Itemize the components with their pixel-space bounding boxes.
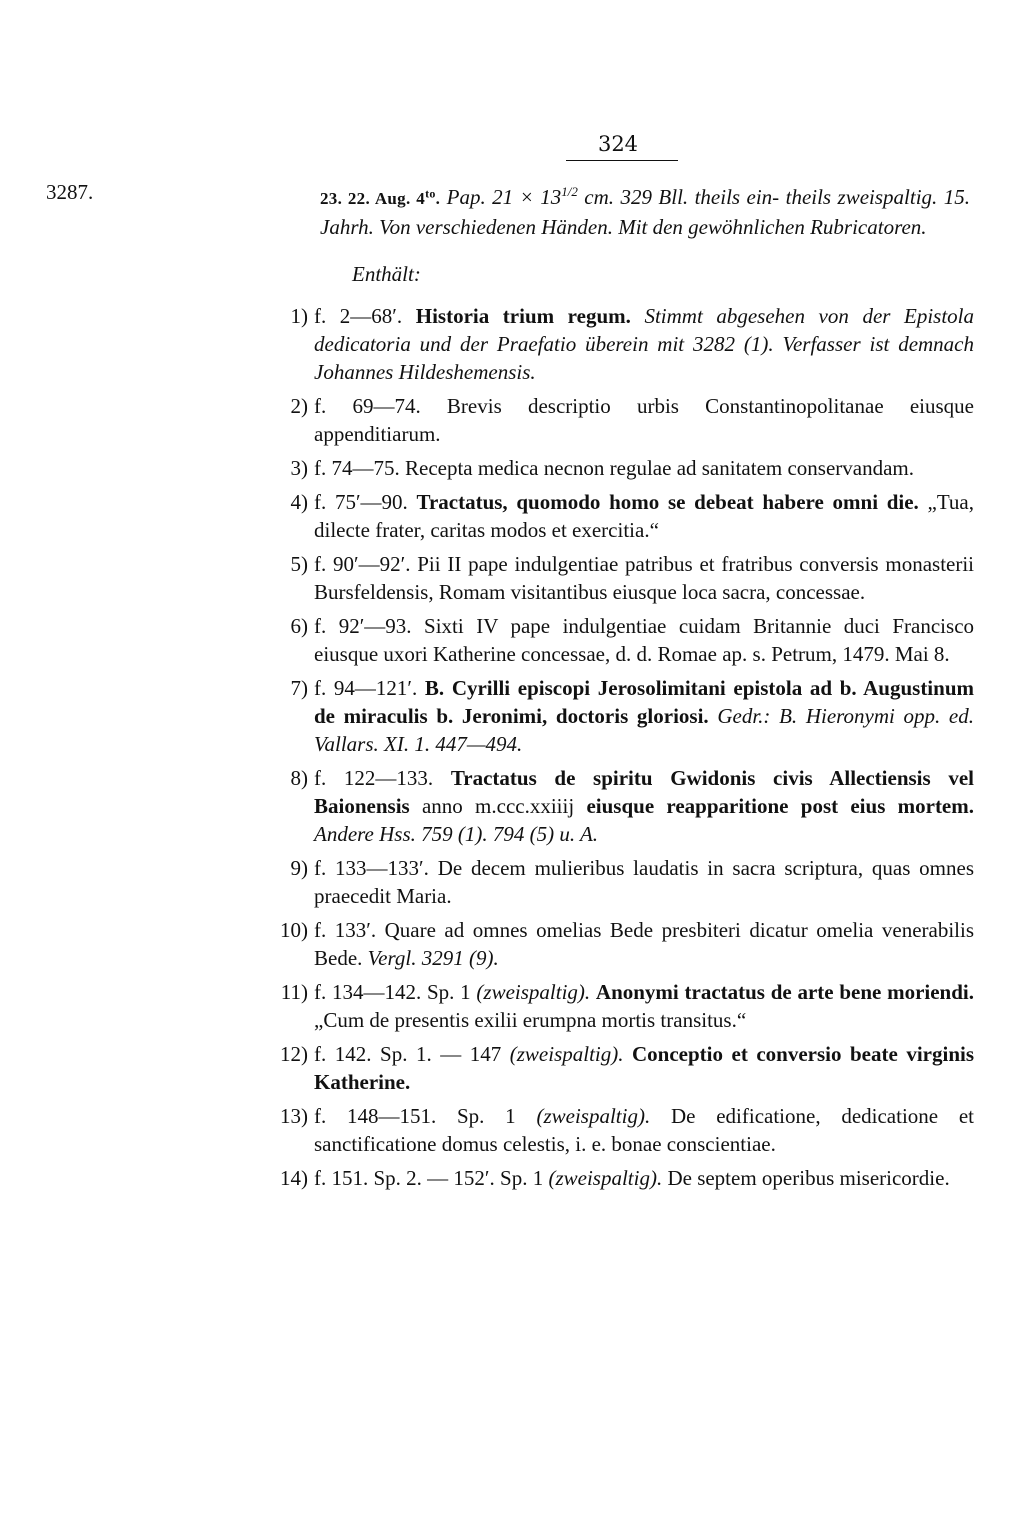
entry-folio: f. 151. Sp. 2. — 152′. Sp. 1 [314, 1166, 544, 1190]
entry-title: Tractatus, quomodo homo se debeat habere omni die. [416, 490, 919, 514]
entry-number: 12) [280, 1042, 308, 1066]
entry-text: Quare ad omnes omelias Bede presbiteri dicatur omelia venerabilis Bede. [314, 918, 974, 970]
content-entry [262, 454, 974, 482]
entry-folio: f. 74—75. [314, 456, 400, 480]
content-entry [262, 674, 974, 758]
content-entry [262, 488, 974, 544]
content-entry [262, 978, 974, 1034]
entry-body [314, 1102, 974, 1158]
entry-folio: f. 69—74. [314, 394, 421, 418]
content-entry [262, 1040, 974, 1096]
entry-folio: f. 122—133. [314, 766, 434, 790]
entry-folio: f. 142. Sp. 1. — 147 [314, 1042, 502, 1066]
entry-folio: f. 134—142. Sp. 1 [314, 980, 471, 1004]
entry-note: Vergl. 3291 (9). [367, 946, 499, 970]
entry-body [314, 392, 974, 448]
entry-note: (zweispaltig). [548, 1166, 663, 1190]
entry-folio: f. 133′. [314, 918, 377, 942]
entry-title: B. Cyrilli episcopi Jerosolimitani epistola ad b. Augustinum de miraculis b. Jeronimi, doctoris gloriosi. [314, 676, 974, 728]
entry-number: 4) [290, 490, 308, 514]
entry-text: De septem operibus misericordie. [667, 1166, 950, 1190]
entry-number: 10) [280, 918, 308, 942]
entry-body [314, 488, 974, 544]
entry-number: 13) [280, 1104, 308, 1128]
entry-note: (zweispaltig). [476, 980, 591, 1004]
entry-folio: f. 2—68′. [314, 304, 403, 328]
content-entry [262, 764, 974, 848]
content-entry [262, 1164, 974, 1192]
entry-note: (zweispaltig). [536, 1104, 651, 1128]
content-entry [262, 392, 974, 448]
content-entry [262, 854, 974, 910]
entry-folio: f. 133—133′. [314, 856, 429, 880]
entry-note: Stimmt abgesehen von der Epistola dedicatoria und der Praefatio überein mit 3282 (1). Verfasser ist demnach Johannes Hildeshemensis. [314, 304, 975, 384]
entry-body [314, 854, 974, 910]
entry-number: 3) [290, 456, 308, 480]
entry-title: Conceptio et conversio beate virginis Katherine. [314, 1042, 975, 1094]
entry-number: 9) [290, 856, 308, 880]
entry-note: Gedr.: B. Hieronymi opp. ed. Vallars. XI. 1. 447—494. [314, 704, 975, 756]
contents-list [262, 302, 974, 1198]
manuscript-number: 3287. [46, 180, 94, 204]
date-format: 23. 22. Aug. $4^{to}$. [320, 186, 441, 208]
entry-text: De edificatione, dedicatione et sanctificatione domus celestis, i. e. bonae conscientiae. [314, 1104, 975, 1156]
manuscript-description [320, 178, 970, 241]
material-size: Pap. $21 \times 13^{1/2}$ cm. 329 Bll. theils ein- theils zweispaltig. 15. Jahrh. Von verschiedenen Händen. Mit den gewöhnlichen Rubricatoren. [320, 184, 970, 239]
entry-folio: f. 148—151. Sp. 1 [314, 1104, 516, 1128]
entry-body [314, 764, 974, 848]
entry-number: 2) [290, 394, 308, 418]
entry-body [314, 550, 974, 606]
entry-number: 14) [280, 1166, 308, 1190]
entry-folio: f. 94—121′. [314, 676, 418, 700]
entry-text: Brevis descriptio urbis Constantinopolitanae eiusque appenditiarum. [314, 394, 975, 446]
entry-title: Tractatus de spiritu Gwidonis civis Allectiensis vel Baionensis [314, 766, 974, 818]
entry-number: 11) [280, 980, 308, 1004]
entry-text: anno m.ccc.xxiiij [421, 794, 575, 818]
entry-body [314, 1164, 974, 1192]
entry-text: „Cum de presentis exilii erumpna mortis transitus.“ [314, 1008, 747, 1032]
entry-folio: f. 75′—90. [314, 490, 408, 514]
entry-number: 1) [290, 304, 308, 328]
content-entry [262, 916, 974, 972]
entry-body [314, 916, 974, 972]
entry-folio: f. 90′—92′. [314, 552, 411, 576]
contents-label: Enthält: [352, 262, 421, 286]
entry-body [314, 612, 974, 668]
page-number: 324 [597, 132, 639, 156]
entry-number: 5) [290, 552, 308, 576]
entry-body [314, 454, 974, 482]
entry-note: (zweispaltig). [509, 1042, 624, 1066]
entry-title: Anonymi tractatus de arte bene moriendi. [595, 980, 974, 1004]
entry-body [314, 1040, 974, 1096]
entry-number: 6) [290, 614, 308, 638]
content-entry [262, 1102, 974, 1158]
entry-folio: f. 92′—93. [314, 614, 412, 638]
entry-body [314, 674, 974, 758]
content-entry [262, 302, 974, 386]
entry-text: De decem mulieribus laudatis in sacra scriptura, quas omnes praecedit Maria. [314, 856, 974, 908]
entry-number: 8) [290, 766, 308, 790]
content-entry [262, 612, 974, 668]
content-entry [262, 550, 974, 606]
entry-body [314, 302, 974, 386]
entry-title-continued: eiusque reapparitione post eius mortem. [586, 794, 975, 818]
entry-text: Pii II pape indulgentiae patribus et fratribus conversis monasterii Bursfeldensis, Romam visitantibus eiusque loca sacra, concessae. [314, 552, 975, 604]
entry-body [314, 978, 974, 1034]
entry-number: 7) [290, 676, 308, 700]
entry-title: Historia trium regum. [415, 304, 631, 328]
entry-text: Recepta medica necnon regulae ad sanitatem conservandam. [405, 456, 915, 480]
entry-note: Andere Hss. 759 (1). 794 (5) u. A. [314, 822, 599, 846]
entry-text: Sixti IV pape indulgentiae cuidam Britannie duci Francisco eiusque uxori Katherine concessae, d. d. Romae ap. s. Petrum, 1479. Mai 8. [314, 614, 975, 666]
page-number-rule [566, 160, 678, 161]
entry-text: „Tua, dilecte frater, caritas modos et exercitia.“ [314, 490, 974, 542]
